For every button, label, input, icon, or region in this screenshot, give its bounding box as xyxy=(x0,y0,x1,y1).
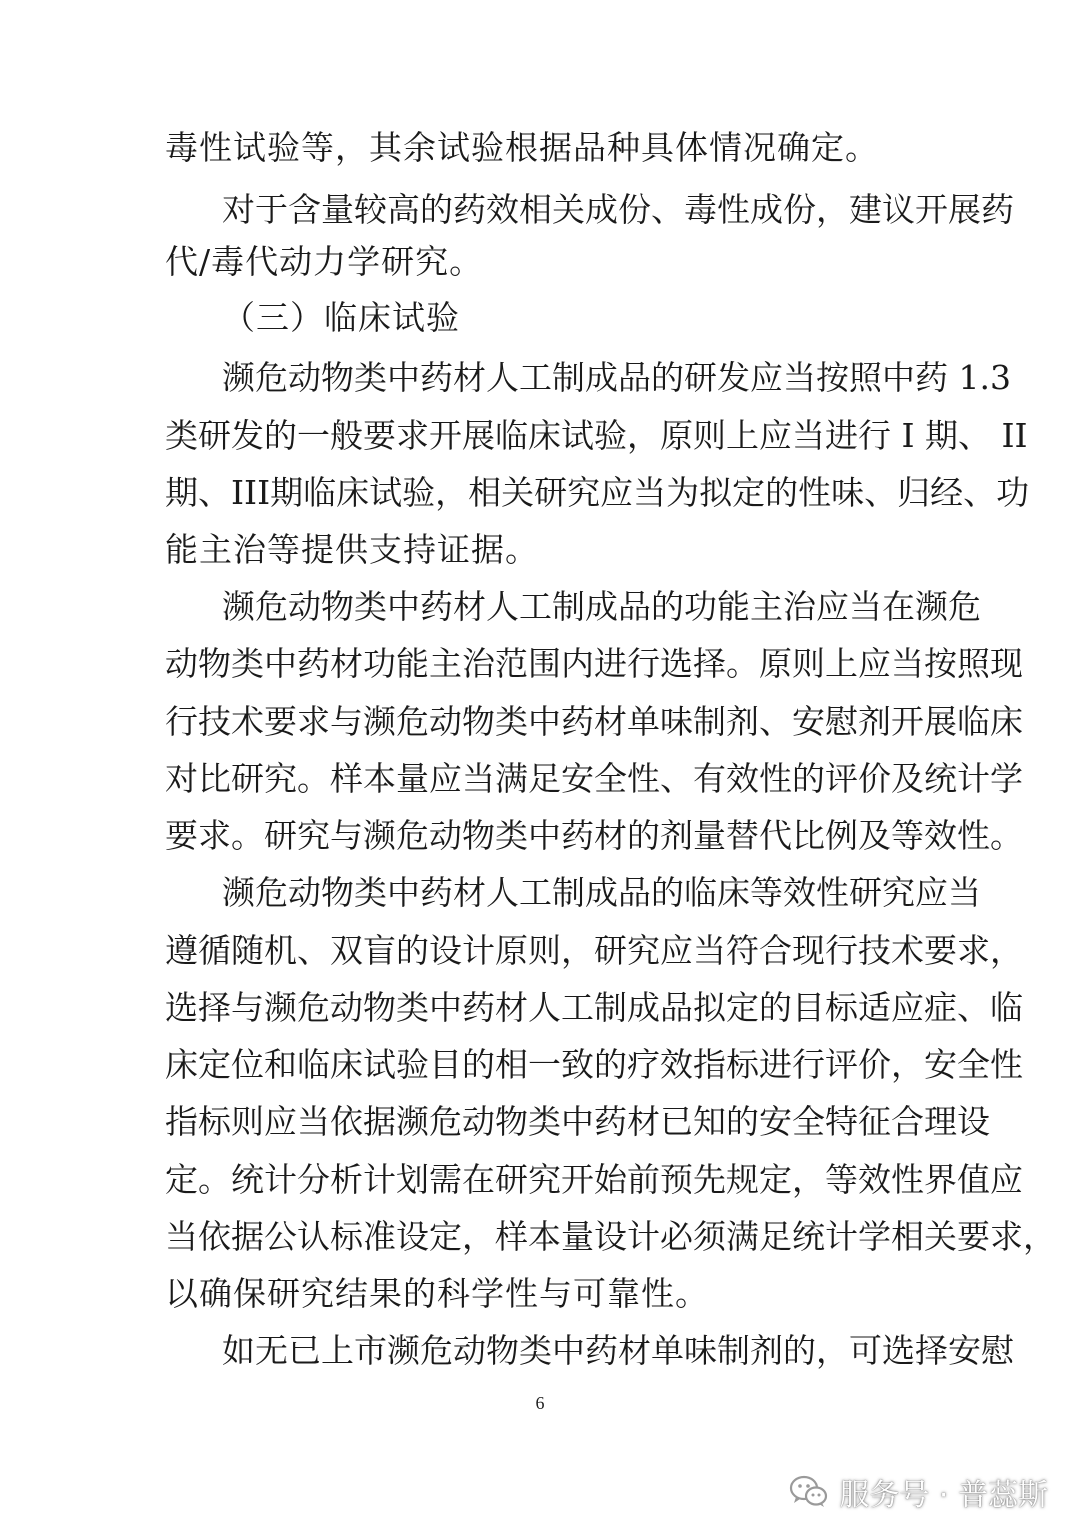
text-line: 床定位和临床试验目的相一致的疗效指标进行评价，安全性 xyxy=(165,1045,1023,1084)
text-line: 毒性试验等，其余试验根据品种具体情况确定。 xyxy=(165,128,879,167)
text-line: 当依据公认标准设定，样本量设计必须满足统计学相关要求， xyxy=(165,1217,1056,1256)
text-line: 期、III期临床试验，相关研究应当为拟定的性味、归经、功 xyxy=(165,473,1030,512)
text-line: 濒危动物类中药材人工制成品的功能主治应当在濒危 xyxy=(222,587,981,626)
text-line: 选择与濒危动物类中药材人工制成品拟定的目标适应症、临 xyxy=(165,988,1023,1027)
text-line: 行技术要求与濒危动物类中药材单味制剂、安慰剂开展临床 xyxy=(165,702,1023,741)
text-line: 对比研究。样本量应当满足安全性、有效性的评价及统计学 xyxy=(165,759,1023,798)
section-heading: （三）临床试验 xyxy=(222,298,460,337)
watermark xyxy=(789,1470,1048,1514)
text-line: 指标则应当依据濒危动物类中药材已知的安全特征合理设 xyxy=(165,1102,990,1141)
text-line: 对于含量较高的药效相关成份、毒性成份，建议开展药 xyxy=(222,190,1014,229)
text-line: 以确保研究结果的科学性与可靠性。 xyxy=(165,1274,709,1313)
text-line: 濒危动物类中药材人工制成品的研发应当按照中药 1.3 xyxy=(222,358,1011,397)
text-line: 定。统计分析计划需在研究开始前预先规定，等效性界值应 xyxy=(165,1160,1023,1199)
watermark-text: 服务号 · 普蕊斯 xyxy=(839,1478,1048,1513)
text-line: 代/毒代动力学研究。 xyxy=(165,242,484,281)
text-line: 要求。研究与濒危动物类中药材的剂量替代比例及等效性。 xyxy=(165,816,1023,855)
text-line: 濒危动物类中药材人工制成品的临床等效性研究应当 xyxy=(222,873,981,912)
text-line: 类研发的一般要求开展临床试验，原则上应当进行 I 期、 II xyxy=(165,416,1028,455)
text-line: 如无已上市濒危动物类中药材单味制剂的，可选择安慰 xyxy=(222,1331,1014,1370)
text-line: 能主治等提供支持证据。 xyxy=(165,530,539,569)
text-line: 遵循随机、双盲的设计原则，研究应当符合现行技术要求， xyxy=(165,931,1023,970)
text-line: 动物类中药材功能主治范围内进行选择。原则上应当按照现 xyxy=(165,644,1023,683)
page-number: 6 xyxy=(535,1393,545,1413)
wechat-icon xyxy=(789,1475,829,1509)
